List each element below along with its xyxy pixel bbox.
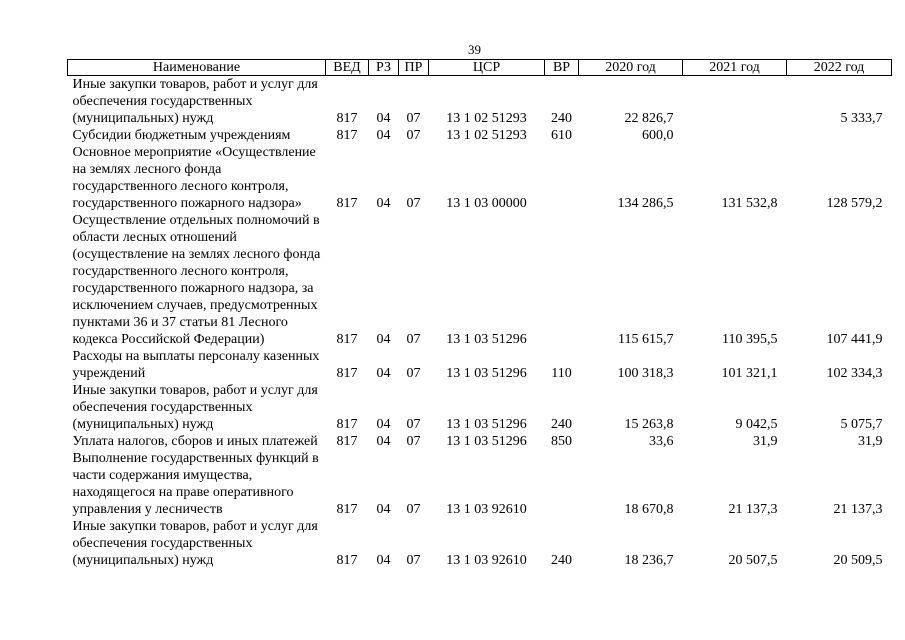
row-2022: 107 441,9 [826, 332, 883, 347]
row-csr: 13 1 02 51293 [446, 128, 527, 143]
row-pr: 07 [406, 434, 421, 449]
row-2021: 31,9 [753, 434, 778, 449]
table-row [68, 433, 892, 450]
row-rz: 04 [376, 128, 391, 143]
row-2021: 110 395,5 [722, 332, 778, 347]
row-ved: 817 [336, 196, 358, 211]
row-name: Основное мероприятие «Осуществление на землях лесного фонда государственного лесного контроля, государственного пожарного надзора» [72, 145, 316, 211]
row-vr: 610 [551, 128, 572, 143]
header-2020: 2020 год [579, 60, 683, 76]
row-pr: 07 [406, 332, 421, 347]
row-ved: 817 [336, 332, 358, 347]
row-2020: 18 236,7 [624, 553, 674, 568]
row-name: Иные закупки товаров, работ и услуг для обеспечения государственных (муниципальных) нужд [72, 77, 318, 126]
budget-table [67, 59, 892, 569]
row-2022: 102 334,3 [826, 366, 883, 381]
row-2020: 22 826,7 [624, 111, 674, 126]
row-name: Иные закупки товаров, работ и услуг для обеспечения государственных (муниципальных) нужд [72, 519, 318, 568]
table-row [68, 144, 892, 212]
row-2021: 20 507,5 [728, 553, 778, 568]
table-row [68, 450, 892, 518]
row-vr: 240 [551, 417, 572, 432]
row-vr [545, 450, 579, 518]
row-ved: 817 [336, 417, 358, 432]
header-rz: РЗ [369, 60, 399, 76]
row-2020: 15 263,8 [624, 417, 674, 432]
row-rz: 04 [376, 366, 391, 381]
header-pr: ПР [399, 60, 429, 76]
row-2020: 134 286,5 [617, 196, 674, 211]
row-2021 [683, 76, 787, 128]
row-vr [545, 212, 579, 348]
row-pr: 07 [406, 553, 421, 568]
row-2022: 5 333,7 [840, 111, 883, 126]
header-vr: ВР [545, 60, 579, 76]
row-2020: 33,6 [649, 434, 674, 449]
row-name: Субсидии бюджетным учреждениям [72, 128, 291, 143]
row-pr: 07 [406, 128, 421, 143]
row-pr: 07 [406, 417, 421, 432]
row-name: Осуществление отдельных полномочий в области лесных отношений (осуществление на землях лесного фонда государственного лесного контроля, государственного пожарного надзора, за исключением случаев, предусмотренных пунктами 36 и 37 статьи 81 Лесного кодекса Российской Федерации) [72, 213, 321, 347]
row-2021: 101 321,1 [721, 366, 778, 381]
row-rz: 04 [376, 434, 391, 449]
row-name: Выполнение государственных функций в части содержания имущества, находящегося на праве оперативного управления у лесничеств [72, 451, 319, 517]
row-ved: 817 [336, 111, 358, 126]
row-2021: 9 042,5 [735, 417, 778, 432]
row-pr: 07 [406, 366, 421, 381]
row-2022: 5 075,7 [840, 417, 883, 432]
row-rz: 04 [376, 417, 391, 432]
row-rz: 04 [376, 196, 391, 211]
row-rz: 04 [376, 332, 391, 347]
row-2020: 600,0 [642, 128, 674, 143]
row-2020: 115 615,7 [618, 332, 674, 347]
row-vr: 240 [551, 111, 572, 126]
header-csr: ЦСР [429, 60, 545, 76]
row-2022: 128 579,2 [826, 196, 883, 211]
header-2022: 2022 год [787, 60, 892, 76]
table-row [68, 127, 892, 144]
row-name: Уплата налогов, сборов и иных платежей [72, 434, 318, 449]
row-ved: 817 [336, 366, 358, 381]
table-row [68, 212, 892, 348]
row-name: Иные закупки товаров, работ и услуг для обеспечения государственных (муниципальных) нужд [72, 383, 318, 432]
row-pr: 07 [406, 196, 421, 211]
row-vr: 850 [551, 434, 572, 449]
table-header-row [68, 60, 892, 76]
row-rz: 04 [376, 111, 391, 126]
row-vr: 110 [551, 366, 572, 381]
row-2021 [683, 127, 787, 144]
page-number: 39 [468, 42, 481, 57]
row-vr: 240 [551, 553, 572, 568]
table-row [68, 382, 892, 433]
row-2021: 21 137,3 [728, 502, 778, 517]
row-2022: 20 509,5 [833, 553, 883, 568]
table-row [68, 348, 892, 382]
row-csr: 13 1 03 51296 [446, 366, 527, 381]
row-csr: 13 1 03 92610 [446, 553, 527, 568]
row-csr: 13 1 03 00000 [446, 196, 527, 211]
table-row [68, 518, 892, 569]
row-csr: 13 1 03 51296 [446, 332, 527, 347]
row-vr [545, 144, 579, 212]
row-2022: 31,9 [858, 434, 883, 449]
row-csr: 13 1 03 51296 [446, 417, 527, 432]
header-name: Наименование [68, 60, 326, 76]
row-rz: 04 [376, 553, 391, 568]
row-name: Расходы на выплаты персоналу казенных учреждений [72, 349, 320, 381]
row-csr: 13 1 03 92610 [446, 502, 527, 517]
row-2020: 18 670,8 [624, 502, 674, 517]
row-2022 [787, 127, 892, 144]
row-ved: 817 [336, 128, 358, 143]
row-rz: 04 [376, 502, 391, 517]
row-ved: 817 [336, 434, 358, 449]
row-pr: 07 [406, 502, 421, 517]
row-ved: 817 [336, 502, 358, 517]
header-ved: ВЕД [326, 60, 369, 76]
header-2021: 2021 год [683, 60, 787, 76]
row-2021: 131 532,8 [721, 196, 778, 211]
row-csr: 13 1 02 51293 [446, 111, 527, 126]
row-csr: 13 1 03 51296 [446, 434, 527, 449]
row-2020: 100 318,3 [617, 366, 674, 381]
row-2022: 21 137,3 [833, 502, 883, 517]
table-row [68, 76, 892, 128]
row-pr: 07 [406, 111, 421, 126]
row-ved: 817 [336, 553, 358, 568]
